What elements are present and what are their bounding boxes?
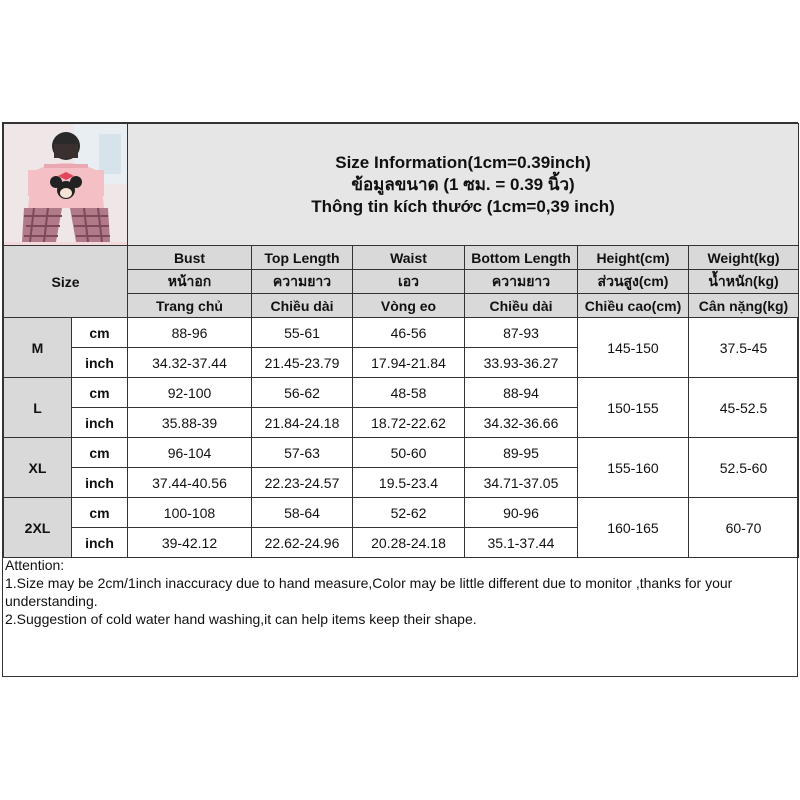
table-cell: 90-96 bbox=[465, 498, 578, 528]
table-cell: 87-93 bbox=[465, 318, 578, 348]
size-header: Size bbox=[4, 246, 128, 318]
col-height-th: ส่วนสูง(cm) bbox=[578, 270, 689, 294]
col-top-length-th: ความยาว bbox=[252, 270, 353, 294]
col-height-vi: Chiều cao(cm) bbox=[578, 294, 689, 318]
notes-line-2: 2.Suggestion of cold water hand washing,it can help items keep their shape. bbox=[5, 611, 477, 627]
table-cell: 56-62 bbox=[252, 378, 353, 408]
table-cell: 35.88-39 bbox=[128, 408, 252, 438]
title-english: Size Information(1cm=0.39inch) bbox=[335, 152, 591, 172]
col-height-en: Height(cm) bbox=[578, 246, 689, 270]
table-cell: 96-104 bbox=[128, 438, 252, 468]
table-cell: 88-94 bbox=[465, 378, 578, 408]
unit-cm: cm bbox=[72, 378, 128, 408]
size-l-label: L bbox=[4, 378, 72, 438]
table-cell: 18.72-22.62 bbox=[353, 408, 465, 438]
table-cell: 22.62-24.96 bbox=[252, 528, 353, 558]
weight-cell: 45-52.5 bbox=[689, 378, 799, 438]
col-top-length-vi: Chiều dài bbox=[252, 294, 353, 318]
table-cell: 20.28-24.18 bbox=[353, 528, 465, 558]
col-weight-vi: Cân nặng(kg) bbox=[689, 294, 799, 318]
col-bottom-length-vi: Chiều dài bbox=[465, 294, 578, 318]
table-cell: 34.71-37.05 bbox=[465, 468, 578, 498]
weight-cell: 52.5-60 bbox=[689, 438, 799, 498]
col-bust-vi: Trang chủ bbox=[128, 294, 252, 318]
table-cell: 48-58 bbox=[353, 378, 465, 408]
mouse-character-pajama-photo-icon bbox=[4, 124, 128, 242]
weight-cell: 60-70 bbox=[689, 498, 799, 558]
col-weight-en: Weight(kg) bbox=[689, 246, 799, 270]
size-chart-sheet bbox=[2, 122, 798, 677]
size-2xl-label: 2XL bbox=[4, 498, 72, 558]
size-m-label: M bbox=[4, 318, 72, 378]
unit-inch: inch bbox=[72, 348, 128, 378]
table-cell: 22.23-24.57 bbox=[252, 468, 353, 498]
col-bottom-length-th: ความยาว bbox=[465, 270, 578, 294]
table-cell: 50-60 bbox=[353, 438, 465, 468]
attention-notes bbox=[5, 556, 795, 628]
height-cell: 160-165 bbox=[578, 498, 689, 558]
height-cell: 155-160 bbox=[578, 438, 689, 498]
weight-cell: 37.5-45 bbox=[689, 318, 799, 378]
table-cell: 35.1-37.44 bbox=[465, 528, 578, 558]
table-cell: 52-62 bbox=[353, 498, 465, 528]
table-cell: 55-61 bbox=[252, 318, 353, 348]
size-table bbox=[3, 123, 799, 558]
table-cell: 100-108 bbox=[128, 498, 252, 528]
height-cell: 145-150 bbox=[578, 318, 689, 378]
table-cell: 21.84-24.18 bbox=[252, 408, 353, 438]
title-thai: ข้อมูลขนาด (1 ซม. = 0.39 นิ้ว) bbox=[351, 174, 575, 194]
unit-inch: inch bbox=[72, 468, 128, 498]
table-cell: 33.93-36.27 bbox=[465, 348, 578, 378]
table-cell: 46-56 bbox=[353, 318, 465, 348]
col-waist-th: เอว bbox=[353, 270, 465, 294]
col-bust-en: Bust bbox=[128, 246, 252, 270]
table-cell: 57-63 bbox=[252, 438, 353, 468]
table-cell: 19.5-23.4 bbox=[353, 468, 465, 498]
notes-line-1: 1.Size may be 2cm/1inch inaccuracy due to hand measure,Color may be little different due to monitor ,thanks for your understanding. bbox=[5, 575, 733, 609]
col-waist-vi: Vòng eo bbox=[353, 294, 465, 318]
table-cell: 17.94-21.84 bbox=[353, 348, 465, 378]
table-cell: 58-64 bbox=[252, 498, 353, 528]
size-info-title bbox=[128, 124, 799, 246]
table-cell: 89-95 bbox=[465, 438, 578, 468]
table-cell: 39-42.12 bbox=[128, 528, 252, 558]
table-cell: 37.44-40.56 bbox=[128, 468, 252, 498]
col-bottom-length-en: Bottom Length bbox=[465, 246, 578, 270]
table-cell: 88-96 bbox=[128, 318, 252, 348]
unit-inch: inch bbox=[72, 528, 128, 558]
unit-cm: cm bbox=[72, 318, 128, 348]
table-cell: 34.32-36.66 bbox=[465, 408, 578, 438]
title-vietnamese: Thông tin kích thước (1cm=0,39 inch) bbox=[311, 196, 615, 216]
notes-heading: Attention: bbox=[5, 557, 65, 573]
col-bust-th: หน้าอก bbox=[128, 270, 252, 294]
table-cell: 34.32-37.44 bbox=[128, 348, 252, 378]
table-cell: 21.45-23.79 bbox=[252, 348, 353, 378]
col-top-length-en: Top Length bbox=[252, 246, 353, 270]
height-cell: 150-155 bbox=[578, 378, 689, 438]
unit-cm: cm bbox=[72, 438, 128, 468]
unit-cm: cm bbox=[72, 498, 128, 528]
unit-inch: inch bbox=[72, 408, 128, 438]
table-cell: 92-100 bbox=[128, 378, 252, 408]
size-xl-label: XL bbox=[4, 438, 72, 498]
col-weight-th: น้ำหนัก(kg) bbox=[689, 270, 799, 294]
product-photo bbox=[4, 124, 128, 246]
col-waist-en: Waist bbox=[353, 246, 465, 270]
